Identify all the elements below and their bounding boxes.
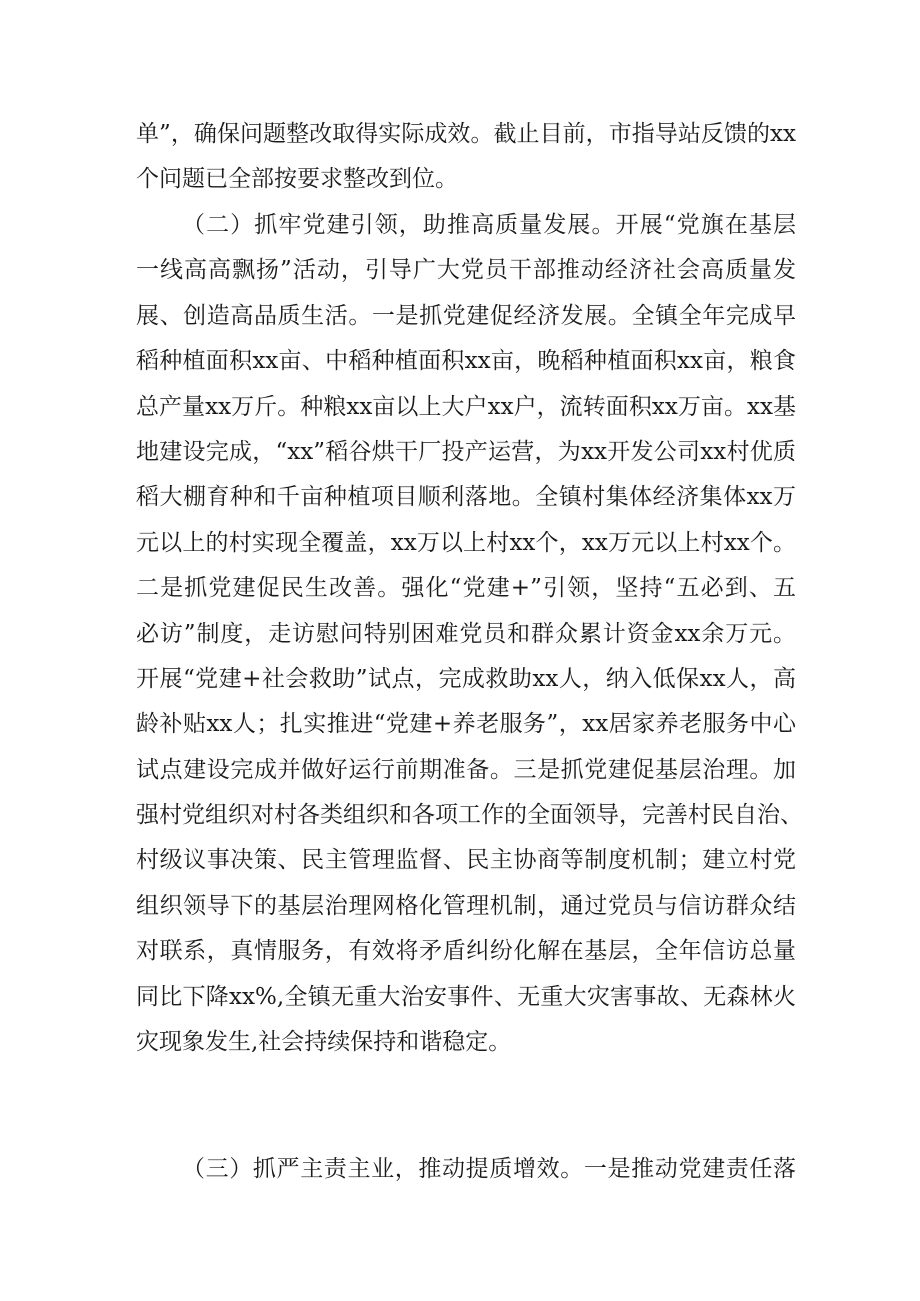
paragraph-line: 地建设完成，“xx”稻谷烘干厂投产运营，为xx开发公司xx村优质 — [136, 438, 796, 465]
paragraph-3 — [136, 1147, 796, 1192]
paragraph-line: 灾现象发生,社会持续保持和谐稳定。 — [136, 1029, 512, 1056]
paragraph-line: 总产量xx万斤。种粮xx亩以上大户xx户，流转面积xx万亩。xx基 — [136, 393, 796, 420]
paragraph-line: 一线高高飘扬”活动，引导广大党员干部推动经济社会高质量发 — [136, 257, 796, 284]
paragraph-line: 元以上的村实现全覆盖，xx万以上村xx个，xx万元以上村xx个。 — [136, 529, 796, 556]
paragraph-line: 展、创造高品质生活。一是抓党建促经济发展。全镇全年完成早 — [136, 302, 796, 329]
paragraph-line: 开展“党建+社会救助”试点，完成救助xx人，纳入低保xx人，高 — [136, 665, 796, 692]
paragraph-2 — [136, 203, 803, 1065]
paragraph-line: 二是抓党建促民生改善。强化“党建+”引领，坚持“五必到、五 — [136, 575, 796, 602]
paragraph-line: 单”，确保问题整改取得实际成效。截止目前，市指导站反馈的xx — [136, 121, 796, 147]
paragraph-line: 强村党组织对村各类组织和各项工作的全面领导，完善村民自治、 — [136, 802, 803, 829]
paragraph-line: 个问题已全部按要求整改到位。 — [136, 166, 458, 193]
paragraph-1 — [136, 112, 796, 203]
paragraph-line: （三）抓严主责主业，推动提质增效。一是推动党建责任落 — [182, 1156, 796, 1182]
paragraph-line: 对联系，真情服务，有效将矛盾纠纷化解在基层，全年信访总量 — [136, 938, 796, 965]
paragraph-line: 试点建设完成并做好运行前期准备。三是抓党建促基层治理。加 — [136, 756, 796, 783]
paragraph-line: 村级议事决策、民主管理监督、民主协商等制度机制；建立村党 — [136, 847, 796, 874]
paragraph-line: 龄补贴xx人；扎实推进“党建+养老服务”，xx居家养老服务中心 — [136, 711, 796, 738]
paragraph-line: 组织领导下的基层治理网格化管理机制，通过党员与信访群众结 — [136, 892, 796, 919]
paragraph-line: 同比下降xx%,全镇无重大治安事件、无重大灾害事故、无森林火 — [136, 983, 796, 1010]
paragraph-line: 必访”制度，走访慰问特别困难党员和群众累计资金xx余万元。 — [136, 620, 796, 647]
paragraph-line: 稻种植面积xx亩、中稻种植面积xx亩，晚稻种植面积xx亩，粮食 — [136, 348, 796, 375]
paragraph-line: 稻大棚育种和千亩种植项目顺利落地。全镇村集体经济集体xx万 — [136, 484, 796, 511]
paragraph-line: （二）抓牢党建引领，助推高质量发展。开展“党旗在基层 — [182, 212, 796, 238]
